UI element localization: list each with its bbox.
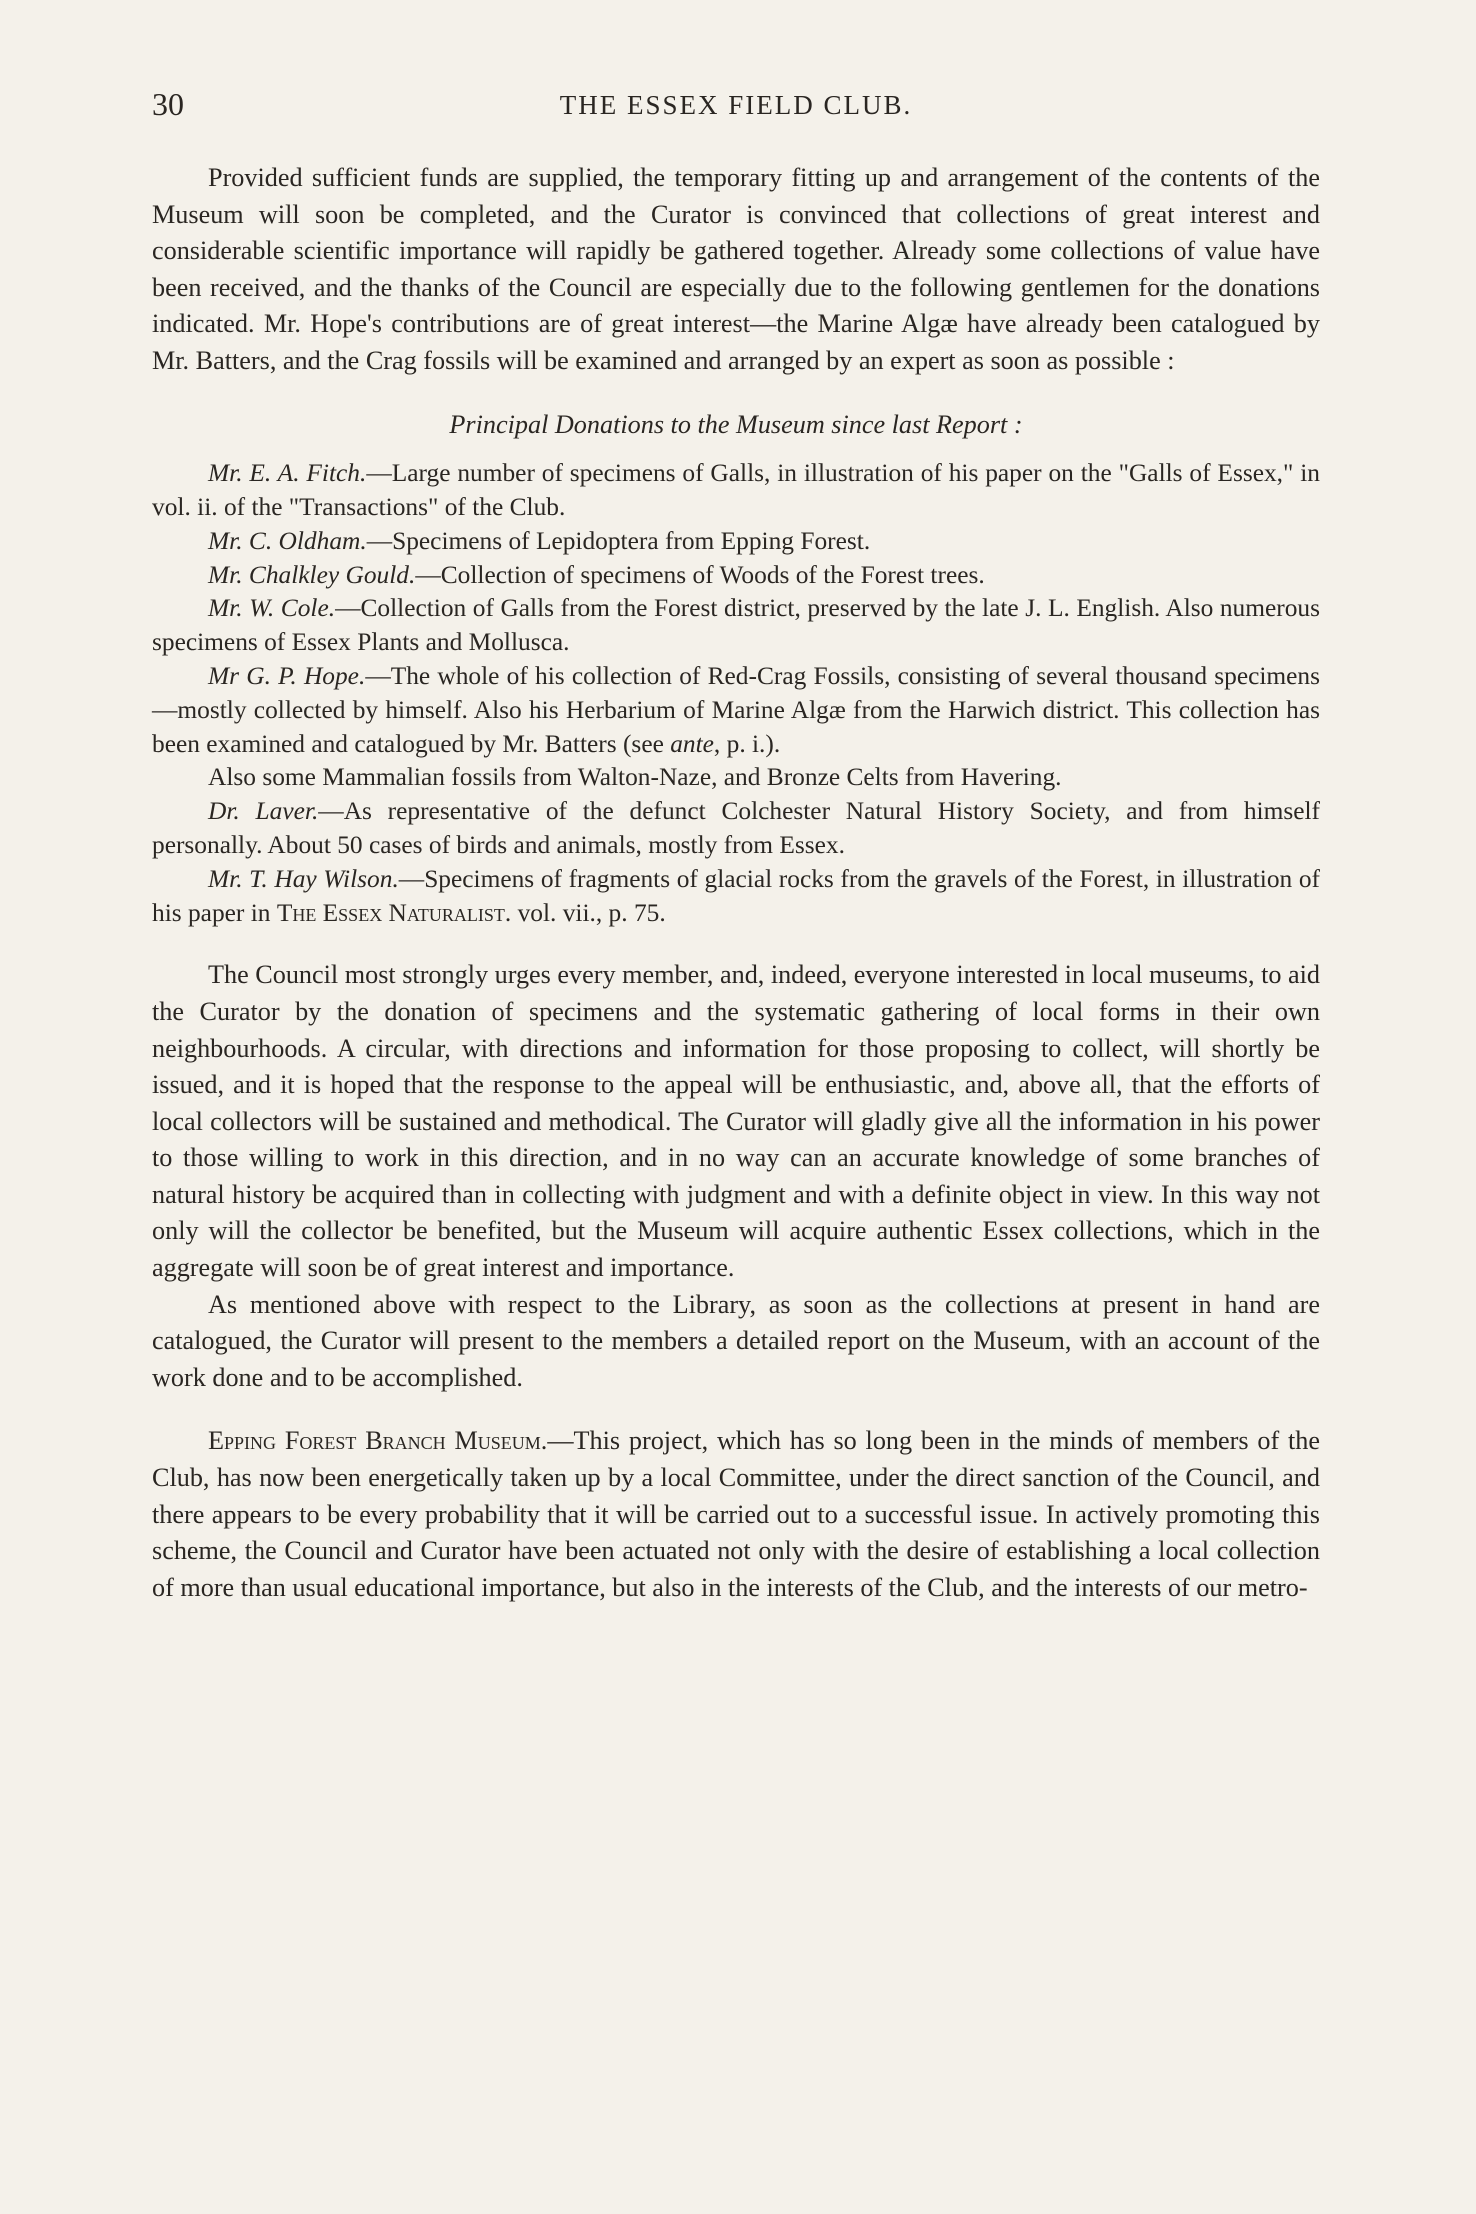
paragraph-museum-intro: Provided sufficient funds are supplied, the temporary fitting up and arrangement of the contents of the Museum will soon be completed, and the Curator is convinced that collections of great interest and considerable scientific importance will rapidly be gathered together. Already some collections of value have been received, and the thanks of the Council are especially due to the following gentlemen for the donations indicated. Mr. Hope's contributions are of great interest—the Marine Algæ have already been catalogued by Mr. Batters, and the Crag fossils will be examined and arranged by an expert as soon as possible :: [152, 163, 1320, 375]
page-number: 30: [152, 86, 184, 122]
donation-text: —As representative of the defunct Colchester Natural History Society, and from himself personally. About 50 cases of birds and animals, mostly from Essex.: [152, 797, 1320, 859]
paragraph-library-report: As mentioned above with respect to the Library, as soon as the collections at present in hand are catalogued, the Curator will present to the members a detailed report on the Museum, with an account of the work done and to be accomplished.: [152, 1289, 1320, 1392]
running-title: THE ESSEX FIELD CLUB.: [559, 90, 913, 120]
donation-text: —Collection of Galls from the Forest district, preserved by the late J. L. English. Also numerous specimens of Essex Plants and Mollusca.: [152, 594, 1320, 657]
paragraph-council-appeal: The Council most strongly urges every member, and, indeed, everyone interested in local museums, to aid the Curator by the donation of specimens and the systematic gathering of local forms in their own neighbourhoods. A circular, with directions and information for those proposing to collect, will shortly be issued, and it is hoped that the response to the appeal will be enthusiastic, and, above all, that the efforts of local collectors will be sustained and methodical. The Curator will gladly give all the information in his power to those willing to work in this direction, and in no way can an accurate knowledge of some branches of natural history be acquired than in collecting with judgment and with a definite object in view. In this way not only will the collector be benefited, but the Museum will acquire authentic Essex collections, which in the aggregate will soon be of great interest and importance.: [152, 960, 1320, 1283]
journal-title: The Essex Naturalist: [276, 898, 505, 927]
section-text: —This project, which has so long been in the minds of members of the Club, has now been energetically taken up by a local Committee, under the direct sanction of the Council, and there appears to be every probability that it will be carried out to a successful issue. In actively promoting this scheme, the Council and Curator have been actuated not only with the desire of establishing a local collection of more than usual educational importance, but also in the interests of the Club, and the interests of our metro-: [152, 1426, 1320, 1602]
donation-entry: [152, 761, 1320, 795]
donor-name: Mr. T. Hay Wilson.: [208, 864, 399, 893]
donation-entry: [152, 457, 1320, 525]
donation-entry: [152, 525, 1320, 559]
donations-heading: Principal Donations to the Museum since last Report :: [449, 409, 1023, 439]
ante-reference: ante: [670, 729, 714, 758]
paragraph-epping-forest: [152, 1423, 1320, 1606]
donation-entry: [152, 559, 1320, 593]
donor-name: Mr. C. Oldham.: [208, 526, 367, 555]
donor-name: Mr. W. Cole.: [208, 594, 336, 623]
donation-text: —Collection of specimens of Woods of the Forest trees.: [415, 560, 985, 589]
donation-entry: [152, 795, 1320, 863]
donation-text: —Large number of specimens of Galls, in illustration of his paper on the "Galls of Essex," in vol. ii. of the "Transactions" of the Club.: [152, 459, 1320, 521]
donation-text-after: . vol. vii., p. 75.: [504, 898, 666, 927]
donor-name: Mr G. P. Hope.: [208, 661, 366, 690]
donation-text: —Specimens of Lepidoptera from Epping Forest.: [366, 526, 871, 555]
donor-name: Mr. E. A. Fitch.: [208, 459, 367, 488]
section-heading: Epping Forest Branch Museum.: [208, 1426, 548, 1456]
running-head: [152, 86, 1320, 130]
donation-text: Also some Mammalian fossils from Walton-Naze, and Bronze Celts from Havering.: [208, 763, 1062, 792]
donation-entry: [152, 660, 1320, 761]
donation-entry: [152, 592, 1320, 660]
body-text: [152, 160, 1320, 1606]
donation-text-after: , p. i.).: [713, 729, 781, 758]
donor-name: Dr. Laver.: [208, 797, 319, 826]
donation-text: —Specimens of fragments of glacial rocks from the gravels of the Forest, in illustration of his paper in: [152, 864, 1320, 927]
donation-text: —The whole of his collection of Red-Crag Fossils, consisting of several thousand specimens—mostly collected by himself. Also his Herbarium of Marine Algæ from the Harwich district. This collection has been examined and catalogued by Mr. Batters (see: [152, 661, 1321, 758]
donation-entry: [152, 863, 1320, 931]
donations-list: [152, 457, 1320, 930]
donor-name: Mr. Chalkley Gould.: [208, 560, 416, 589]
